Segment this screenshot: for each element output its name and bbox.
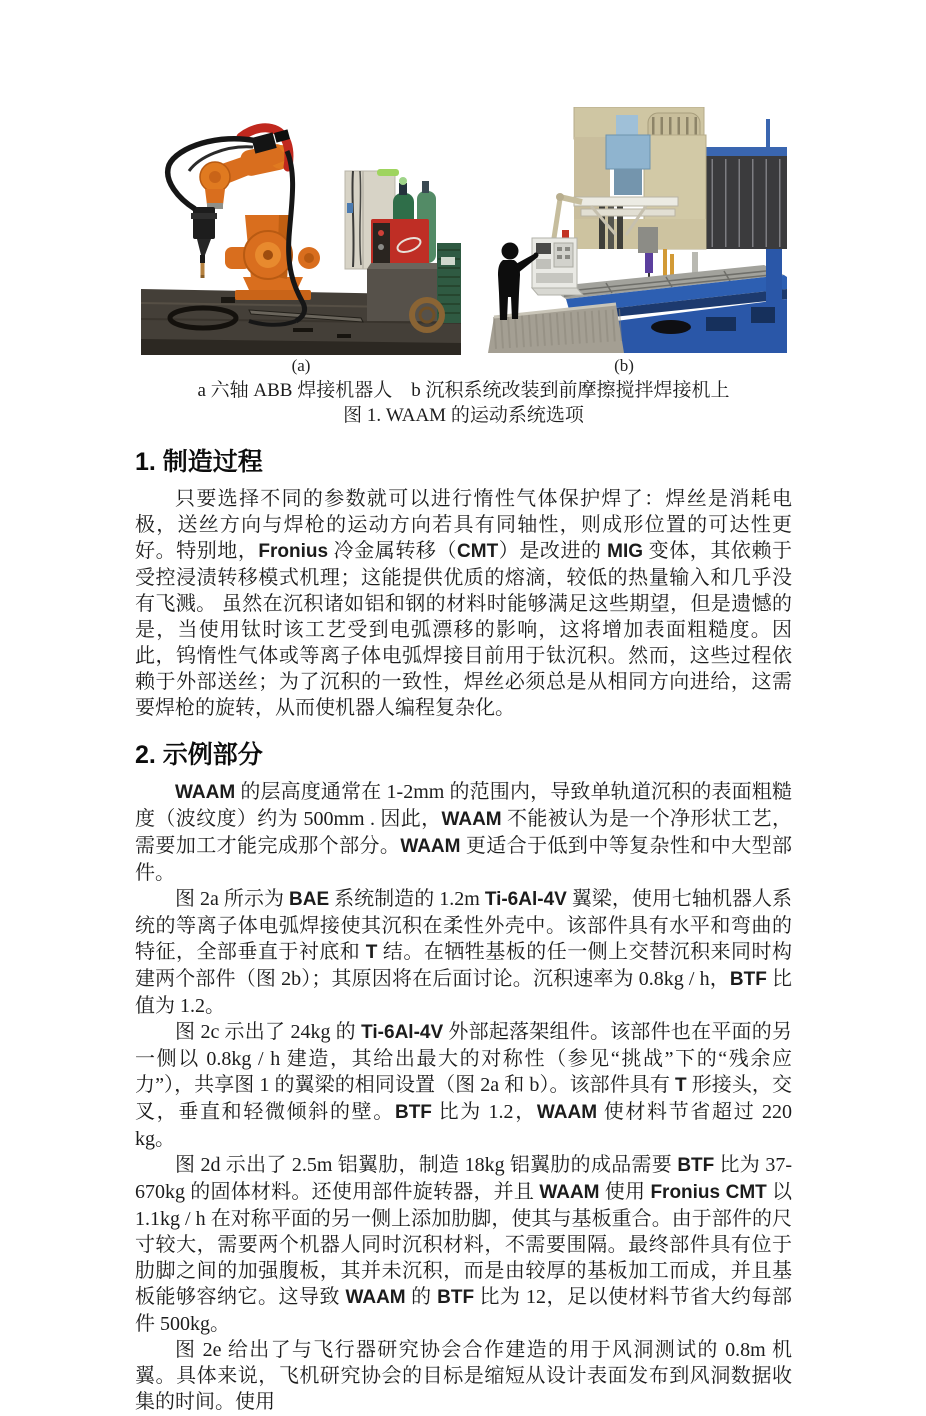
- photo-gantry-machine: [466, 107, 787, 353]
- section-heading-2: 2. 示例部分: [135, 741, 263, 769]
- section-heading-1: 1. 制造过程: [135, 448, 263, 476]
- document-page: [0, 107, 926, 1415]
- section-1-paragraph-1: 只要选择不同的参数就可以进行惰性气体保护焊了：焊丝是消耗电极，送丝方向与焊枪的运动方向若具有同轴性，则成形位置的可达性更好。特别地，Fronius 冷金属转移（CMT）是改进的 MIG 变体，其依赖于受控浸渍转移模式机理；这能提供优质的熔滴，较低的热量输入和几乎没有飞溅。 虽然在沉积诸如铝和钢的材料时能够满足这些期望，但是遗憾的是，当使用钛时该工艺受到电弧漂移的影响，这将增加表面粗糙度。因此，钨惰性气体或等离子体电弧焊接目前用于钛沉积。然而，这些过程依赖于外部送丝；为了沉积的一致性，焊丝必须总是从相同方向进给，这需要焊枪的旋转，从而使机器人编程复杂化。: [135, 488, 793, 719]
- figure-1: [141, 107, 792, 355]
- section-2-paragraph-5: 图 2e 给出了与飞行器研究协会合作建造的用于风洞测试的 0.8m 机翼。具体来说，飞机研究协会的目标是缩短从设计表面发布到风洞数据收集的时间。使用: [135, 1339, 792, 1413]
- section-2-paragraph-1: WAAM 的层高度通常在 1-2mm 的范围内，导致单轨道沉积的表面粗糙度（波纹度）约为 500mm . 因此，WAAM 不能被认为是一个净形状工艺，需要加工才能完成那个部分。WAAM 更适合于低到中等复杂性和中大型部件。: [135, 781, 793, 884]
- figure-labels: [141, 355, 792, 377]
- section-2-paragraph-3: 图 2c 示出了 24kg 的 Ti-6Al-4V 外部起落架组件。该部件也在平面的另一侧以 0.8kg / h 建造，其给出最大的对称性（参见“挑战”下的“残余应力”），共享图 1 的翼梁的相同设置（图 2a 和 b）。该部件具有 T 形接头，交叉，垂直和轻微倾斜的壁。BTF 比为 1.2，WAAM 使材料节省超过 220 kg。: [135, 1021, 793, 1150]
- equipment-box: [367, 269, 437, 321]
- photo-welding-robot: [141, 107, 461, 355]
- figure-label-b: (b): [614, 356, 634, 375]
- sections: [135, 442, 792, 1415]
- figure-label-a: (a): [291, 356, 311, 375]
- section-2-paragraph-4: 图 2d 示出了 2.5m 铝翼肋，制造 18kg 铝翼肋的成品需要 BTF 比为 37-670kg 的固体材料。还使用部件旋转器，并且 WAAM 使用 Fronius CMT 以 1.1kg / h 在对称平面的另一侧上添加肋脚，使其与基板重合。由于部件的尺寸较大，需要两个机器人同时沉积材料，不需要围隔。最终部件具有位于肋脚之间的加强腹板，其并未沉积，而是由较厚的基板加工而成，并且基板能够容纳它。这导致 WAAM 的 BTF 比为 12，足以使材料节省大约每部件 500kg。: [135, 1154, 793, 1335]
- figure-title: 图 1. WAAM 的运动系统选项: [343, 405, 584, 426]
- figure-caption: a 六轴 ABB 焊接机器人 b 沉积系统改装到前摩擦搅拌焊接机上: [197, 380, 730, 401]
- section-2-paragraph-2: 图 2a 所示为 BAE 系统制造的 1.2m Ti-6Al-4V 翼梁，使用七轴机器人系统的等离子体电弧焊接使其沉积在柔性外壳中。该部件具有水平和弯曲的特征，全部垂直于衬底和 T 结。在牺牲基板的任一侧上交替沉积来同时构建两个部件（图 2b）；其原因将在后面讨论。沉积速率为 0.8kg / h，BTF 比值为 1.2。: [135, 888, 793, 1017]
